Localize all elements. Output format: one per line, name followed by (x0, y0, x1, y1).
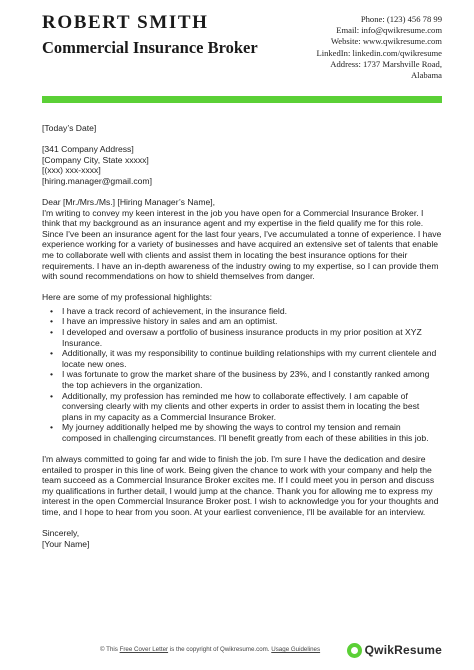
date-text: [Today’s Date] (42, 123, 97, 133)
copyright-prefix: © This (100, 646, 120, 653)
highlights-intro: Here are some of my professional highlights: (42, 292, 213, 303)
highlight-item: • My journey additionally helped me by showing the ways to control my tension and remain composed in challenging circumstances. I'll benefit greatly from each of these abilities in this job. (42, 422, 442, 443)
letter-header (42, 12, 442, 82)
contact-phone: Phone: (123) 456 78 99 (360, 14, 442, 24)
usage-guidelines-link[interactable]: Usage Guidelines (271, 646, 321, 653)
contact-details (232, 14, 442, 81)
letter-date (42, 123, 442, 134)
highlight-item: • I was fortunate to grow the market share of the business by 23%, and I constantly ranked among the top achievers in the organization. (42, 369, 442, 390)
signature-name: [Your Name] (42, 538, 90, 549)
sign-off: Sincerely, (42, 528, 80, 539)
applicant-name: ROBERT SMITH (42, 12, 209, 33)
copyright-middle: is the copyright of Qwikresume.com. (168, 646, 272, 653)
closing-section (42, 454, 442, 518)
address-line: [341 Company Address] (42, 144, 134, 155)
contact-website: Website: www.qwikresume.com (330, 36, 442, 47)
applicant-job-title: Commercial Insurance Broker (42, 38, 258, 57)
highlight-item: • I have a track record of achievement, in the insurance field. (42, 306, 442, 317)
highlights-list (42, 306, 442, 444)
intro-paragraph: I'm writing to convey my keen interest in the job you have open for a Commercial Insurance Broker. I think that my background as an insurance agent and my expertise in the field qualify me for this role. Since I've been an insurance agent for the last four years, I've accumulated a tonne of experience. I have experience working for a variety of businesses and have acquired an extensive set of talents that enable me to collaborate well with clients and assist them in locating the best insurance options for their requirements. I have an in-depth awareness of the industry owing to my expertise, so I can provide them with sound recommendations on how to shield themselves from danger. (42, 207, 442, 282)
closing-paragraph: I'm always committed to going far and wide to finish the job. I'm sure I have the dedication and desire entailed to prosper in this line of work. Being given the chance to work with your company and help the team succeed as a Commercial Insurance Broker excites me. If I could meet you in person and discuss my qualifications in further detail, I would jump at the chance. Thank you for allowing me to express my interest in the open Commercial Insurance Broker post. I wish to acknowledge you for your thoughts and time, and I hope to hear from you soon. At your earliest convenience, I'll be available for an interview. (42, 454, 439, 517)
page-footer (42, 640, 442, 660)
header-divider-bar (42, 96, 442, 103)
letter-body (42, 123, 442, 560)
highlight-item: • Additionally, it was my responsibility to continue building relationships with my current clientele and locate new ones. (42, 348, 442, 369)
highlight-item: • I developed and oversaw a portfolio of business insurance products in my prior position at XYZ Insurance. (42, 327, 442, 348)
contact-address: Address: 1737 Marshville Road, (330, 58, 442, 69)
salutation-and-intro (42, 197, 442, 282)
highlights-section (42, 292, 442, 443)
address-line: [Company City, State xxxxx] (42, 154, 149, 165)
qwikresume-logo-icon (347, 643, 362, 658)
copyright-notice (100, 646, 320, 653)
signature-block (42, 528, 442, 549)
contact-email: Email: info@qwikresume.com (336, 25, 442, 36)
address-line: [(xxx) xxx-xxxx] (42, 165, 101, 176)
contact-linkedin: LinkedIn: linkedin.com/qwikresume (316, 47, 442, 58)
qwikresume-logo (347, 641, 442, 659)
highlight-item: • I have an impressive history in sales and am an optimist. (42, 316, 442, 327)
address-line: [hiring.manager@gmail.com] (42, 175, 152, 186)
logo-text: QwikResume (364, 643, 442, 657)
recipient-address (42, 144, 442, 186)
highlight-item: • Additionally, my profession has reminded me how to collaborate effectively. I am capable of conversing clearly with my clients and other experts in order to assist them in locating the best plans in my capacity as a Commercial Insurance Broker. (42, 391, 442, 423)
free-cover-letter-link[interactable]: Free Cover Letter (119, 646, 169, 653)
contact-address-state: Alabama (410, 70, 442, 81)
salutation: Dear [Mr./Mrs./Ms.] [Hiring Manager’s Name], (42, 196, 216, 207)
